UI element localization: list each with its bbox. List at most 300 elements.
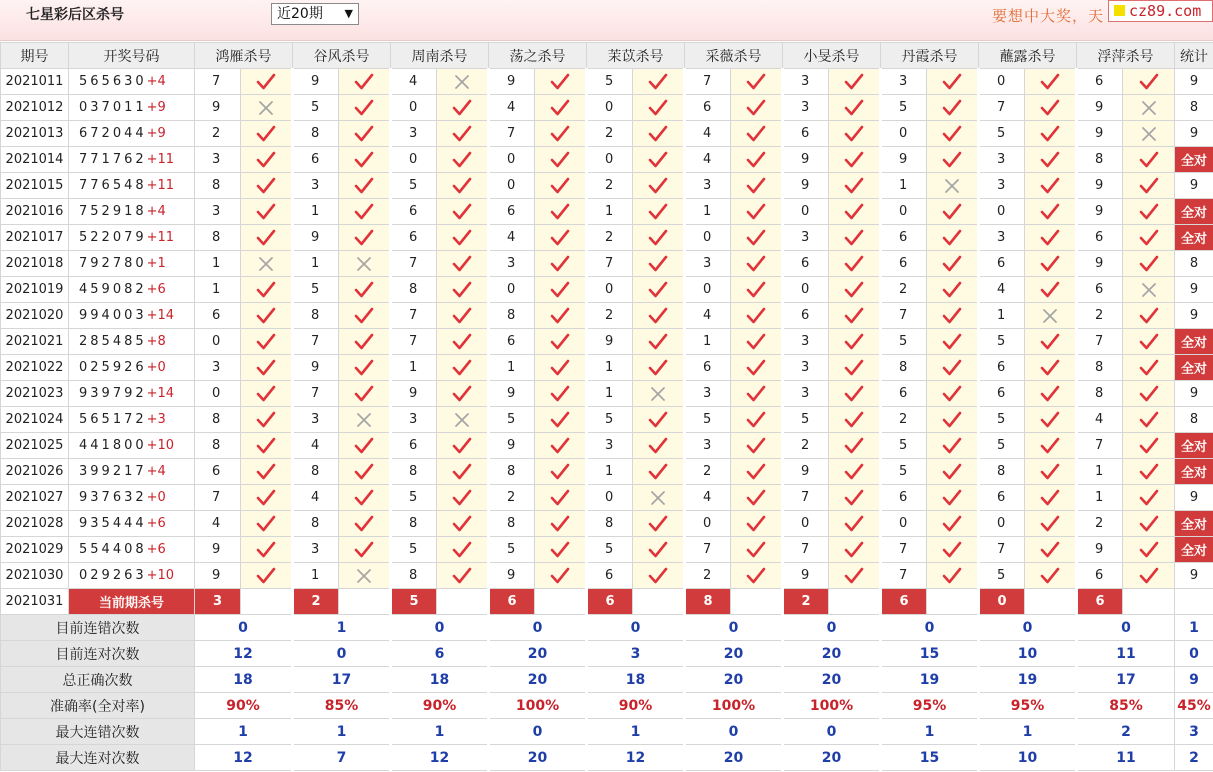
kill-number-cell: 7 <box>783 485 829 511</box>
check-icon <box>829 277 881 303</box>
hit-count-cell: 9 <box>1175 69 1213 95</box>
check-icon <box>927 433 979 459</box>
kill-number-cell: 0 <box>391 95 437 121</box>
cross-icon <box>1123 95 1175 121</box>
cross-icon <box>1123 277 1175 303</box>
stat-total-value: 45% <box>1175 693 1213 719</box>
cross-icon <box>241 95 293 121</box>
kill-number-cell: 0 <box>783 199 829 225</box>
draw-extra: +4 <box>146 204 166 219</box>
check-icon <box>339 225 391 251</box>
check-icon <box>241 303 293 329</box>
all-correct-badge: 全对 <box>1175 225 1213 251</box>
table-row <box>1 485 1213 511</box>
column-header: 周南杀号 <box>391 43 489 69</box>
check-icon <box>339 277 391 303</box>
kill-number-cell: 1 <box>685 329 731 355</box>
kill-number-cell: 9 <box>783 459 829 485</box>
kill-number-cell: 9 <box>391 381 437 407</box>
kill-number-cell: 8 <box>293 303 339 329</box>
check-icon <box>927 303 979 329</box>
stat-value: 0 <box>391 615 489 641</box>
check-icon <box>927 277 979 303</box>
check-icon <box>339 303 391 329</box>
check-icon <box>1025 381 1077 407</box>
kill-number-cell: 9 <box>1077 537 1123 563</box>
check-icon <box>1025 329 1077 355</box>
kill-number-cell: 0 <box>587 277 633 303</box>
check-icon <box>535 329 587 355</box>
kill-number-cell: 0 <box>391 147 437 173</box>
stat-value: 12 <box>195 745 293 771</box>
check-icon <box>731 511 783 537</box>
check-icon <box>535 407 587 433</box>
draw-extra: +14 <box>146 386 175 401</box>
check-icon <box>535 225 587 251</box>
all-correct-badge: 全对 <box>1175 511 1213 537</box>
check-icon <box>241 199 293 225</box>
check-icon <box>1123 485 1175 511</box>
check-icon <box>829 147 881 173</box>
kill-number-cell: 6 <box>881 381 927 407</box>
kill-number-cell: 4 <box>195 511 241 537</box>
draw-digits: 459082 <box>79 282 147 297</box>
check-icon <box>437 147 489 173</box>
kill-number-cell: 0 <box>489 147 535 173</box>
check-icon <box>633 303 685 329</box>
kill-number-table <box>0 42 1213 771</box>
current-kill-number: 6 <box>881 589 927 615</box>
check-icon <box>731 199 783 225</box>
check-icon <box>241 277 293 303</box>
kill-number-cell: 0 <box>685 277 731 303</box>
kill-number-cell: 8 <box>391 459 437 485</box>
stat-value: 20 <box>489 667 587 693</box>
stat-value: 85% <box>293 693 391 719</box>
table-row <box>1 173 1213 199</box>
kill-number-cell: 5 <box>979 121 1025 147</box>
stat-value: 20 <box>685 667 783 693</box>
kill-number-cell: 1 <box>587 459 633 485</box>
check-icon <box>829 225 881 251</box>
kill-number-cell: 7 <box>195 69 241 95</box>
column-header: 小旻杀号 <box>783 43 881 69</box>
kill-number-cell: 8 <box>1077 355 1123 381</box>
blank-cell <box>339 589 391 615</box>
check-icon <box>633 511 685 537</box>
blank-cell <box>535 589 587 615</box>
check-icon <box>339 69 391 95</box>
check-icon <box>437 511 489 537</box>
blank-cell <box>241 589 293 615</box>
check-icon <box>1025 277 1077 303</box>
stat-value: 20 <box>685 641 783 667</box>
draw-number-cell <box>69 537 195 563</box>
period-cell: 2021017 <box>1 225 69 251</box>
current-kill-number: 6 <box>587 589 633 615</box>
check-icon <box>339 537 391 563</box>
column-header: 采薇杀号 <box>685 43 783 69</box>
draw-extra: +3 <box>146 412 166 427</box>
hit-count-cell: 8 <box>1175 95 1213 121</box>
kill-number-cell: 3 <box>685 381 731 407</box>
draw-digits: 399217 <box>79 464 147 479</box>
check-icon <box>829 199 881 225</box>
draw-number-cell <box>69 407 195 433</box>
check-icon <box>633 537 685 563</box>
hit-count-cell: 9 <box>1175 121 1213 147</box>
check-icon <box>927 563 979 589</box>
kill-number-cell: 6 <box>979 251 1025 277</box>
kill-number-cell: 6 <box>783 121 829 147</box>
kill-number-cell: 0 <box>685 225 731 251</box>
kill-number-cell: 8 <box>1077 381 1123 407</box>
blank-cell <box>1175 589 1213 615</box>
kill-number-cell: 6 <box>391 199 437 225</box>
kill-number-cell: 1 <box>293 251 339 277</box>
current-kill-number: 0 <box>979 589 1025 615</box>
check-icon <box>535 537 587 563</box>
check-icon <box>535 381 587 407</box>
hit-count-cell: 8 <box>1175 407 1213 433</box>
blank-cell <box>633 589 685 615</box>
stat-value: 0 <box>1077 615 1175 641</box>
draw-number-cell <box>69 251 195 277</box>
table-row <box>1 303 1213 329</box>
check-icon <box>339 511 391 537</box>
draw-number-cell <box>69 459 195 485</box>
kill-number-cell: 5 <box>391 485 437 511</box>
all-correct-badge: 全对 <box>1175 433 1213 459</box>
check-icon <box>829 355 881 381</box>
kill-number-cell: 8 <box>195 225 241 251</box>
stat-value: 1 <box>195 719 293 745</box>
kill-number-cell: 7 <box>391 303 437 329</box>
check-icon <box>927 355 979 381</box>
kill-number-cell: 9 <box>195 537 241 563</box>
check-icon <box>339 173 391 199</box>
kill-number-cell: 8 <box>881 355 927 381</box>
column-header: 浮萍杀号 <box>1077 43 1175 69</box>
draw-extra: +6 <box>146 516 166 531</box>
current-kill-label: 当前期杀号 <box>69 589 195 615</box>
stat-value: 12 <box>587 745 685 771</box>
kill-number-cell: 8 <box>489 459 535 485</box>
check-icon <box>339 459 391 485</box>
check-icon <box>1123 537 1175 563</box>
check-icon <box>1025 225 1077 251</box>
draw-digits: 792780 <box>79 256 147 271</box>
kill-number-cell: 4 <box>685 303 731 329</box>
kill-number-cell: 5 <box>587 69 633 95</box>
check-icon <box>1123 199 1175 225</box>
site-logo[interactable] <box>1108 0 1213 22</box>
period-cell: 2021028 <box>1 511 69 537</box>
kill-number-cell: 0 <box>195 381 241 407</box>
stat-value: 19 <box>881 667 979 693</box>
hit-count-cell: 9 <box>1175 563 1213 589</box>
stat-value: 0 <box>293 641 391 667</box>
kill-number-cell: 7 <box>1077 433 1123 459</box>
column-header: 荡之杀号 <box>489 43 587 69</box>
kill-number-cell: 8 <box>391 563 437 589</box>
kill-number-cell: 9 <box>783 147 829 173</box>
stat-value: 100% <box>783 693 881 719</box>
check-icon <box>1123 459 1175 485</box>
kill-number-cell: 6 <box>685 355 731 381</box>
period-cell: 2021015 <box>1 173 69 199</box>
kill-number-cell: 2 <box>1077 303 1123 329</box>
check-icon <box>731 251 783 277</box>
check-icon <box>437 381 489 407</box>
kill-number-cell: 2 <box>587 121 633 147</box>
kill-number-cell: 3 <box>293 407 339 433</box>
check-icon <box>1025 355 1077 381</box>
check-icon <box>1025 199 1077 225</box>
draw-number-cell <box>69 563 195 589</box>
kill-number-cell: 3 <box>489 251 535 277</box>
kill-number-cell: 6 <box>587 563 633 589</box>
table-header-row <box>1 43 1213 69</box>
draw-digits: 565630 <box>79 74 147 89</box>
check-icon <box>731 225 783 251</box>
check-icon <box>927 69 979 95</box>
kill-number-cell: 5 <box>979 563 1025 589</box>
kill-number-cell: 8 <box>195 407 241 433</box>
kill-number-cell: 6 <box>195 459 241 485</box>
stat-value: 90% <box>391 693 489 719</box>
check-icon <box>633 173 685 199</box>
kill-number-cell: 3 <box>293 173 339 199</box>
hit-count-cell: 9 <box>1175 381 1213 407</box>
dropdown-arrow-icon: ▼ <box>344 7 353 20</box>
blank-cell <box>1025 589 1077 615</box>
stat-total-value: 9 <box>1175 667 1213 693</box>
check-icon <box>633 121 685 147</box>
check-icon <box>535 485 587 511</box>
stat-value: 12 <box>195 641 293 667</box>
cross-icon <box>1025 303 1077 329</box>
check-icon <box>241 225 293 251</box>
check-icon <box>535 199 587 225</box>
draw-extra: +6 <box>146 542 166 557</box>
current-kill-number: 2 <box>783 589 829 615</box>
draw-extra: +8 <box>146 334 166 349</box>
blank-cell <box>829 589 881 615</box>
check-icon <box>1123 355 1175 381</box>
check-icon <box>731 563 783 589</box>
blank-cell <box>437 589 489 615</box>
kill-number-cell: 9 <box>293 225 339 251</box>
check-icon <box>339 329 391 355</box>
kill-number-cell: 8 <box>979 459 1025 485</box>
kill-number-cell: 9 <box>293 69 339 95</box>
stat-value: 6 <box>391 641 489 667</box>
kill-number-cell: 5 <box>881 459 927 485</box>
kill-number-cell: 5 <box>881 329 927 355</box>
kill-number-cell: 2 <box>685 563 731 589</box>
kill-number-cell: 6 <box>1077 277 1123 303</box>
table-row <box>1 69 1213 95</box>
check-icon <box>731 69 783 95</box>
table-row <box>1 537 1213 563</box>
draw-extra: +11 <box>146 178 175 193</box>
check-icon <box>829 537 881 563</box>
draw-extra: +4 <box>146 74 166 89</box>
kill-number-cell: 8 <box>195 173 241 199</box>
kill-number-cell: 3 <box>783 225 829 251</box>
check-icon <box>829 563 881 589</box>
draw-extra: +10 <box>146 568 175 583</box>
check-icon <box>633 407 685 433</box>
check-icon <box>829 121 881 147</box>
cross-icon <box>633 485 685 511</box>
hit-count-cell: 9 <box>1175 277 1213 303</box>
check-icon <box>437 355 489 381</box>
kill-number-cell: 5 <box>489 537 535 563</box>
stat-value: 20 <box>783 667 881 693</box>
draw-number-cell <box>69 433 195 459</box>
stat-value: 10 <box>979 641 1077 667</box>
check-icon <box>1123 225 1175 251</box>
draw-extra: +1 <box>146 256 166 271</box>
period-cell: 2021027 <box>1 485 69 511</box>
check-icon <box>731 485 783 511</box>
check-icon <box>927 121 979 147</box>
check-icon <box>1025 511 1077 537</box>
check-icon <box>1025 407 1077 433</box>
stat-total-value: 3 <box>1175 719 1213 745</box>
table-row <box>1 251 1213 277</box>
stat-value: 0 <box>685 719 783 745</box>
period-cell: 2021014 <box>1 147 69 173</box>
draw-extra: +4 <box>146 464 166 479</box>
current-kill-number: 3 <box>195 589 241 615</box>
kill-number-cell: 5 <box>881 95 927 121</box>
draw-digits: 672044 <box>79 126 147 141</box>
stat-row <box>1 615 1213 641</box>
draw-digits: 771762 <box>79 152 147 167</box>
table-row <box>1 563 1213 589</box>
check-icon <box>633 147 685 173</box>
kill-number-cell: 3 <box>195 355 241 381</box>
check-icon <box>927 147 979 173</box>
kill-number-cell: 5 <box>391 173 437 199</box>
stat-value: 0 <box>489 719 587 745</box>
kill-number-cell: 7 <box>391 329 437 355</box>
check-icon <box>1123 407 1175 433</box>
kill-number-cell: 6 <box>979 381 1025 407</box>
stat-value: 15 <box>881 745 979 771</box>
kill-number-cell: 6 <box>391 433 437 459</box>
period-cell: 2021030 <box>1 563 69 589</box>
kill-number-cell: 5 <box>881 433 927 459</box>
kill-number-cell: 6 <box>881 225 927 251</box>
cross-icon <box>339 407 391 433</box>
kill-number-cell: 0 <box>195 329 241 355</box>
kill-number-cell: 3 <box>195 147 241 173</box>
draw-number-cell <box>69 121 195 147</box>
stat-value: 12 <box>391 745 489 771</box>
column-header: 统计 <box>1175 43 1213 69</box>
column-header: 谷风杀号 <box>293 43 391 69</box>
kill-number-cell: 6 <box>881 251 927 277</box>
draw-digits: 994003 <box>79 308 147 323</box>
stat-value: 11 <box>1077 745 1175 771</box>
table-row <box>1 199 1213 225</box>
check-icon <box>1123 173 1175 199</box>
stat-total-value: 2 <box>1175 745 1213 771</box>
period-range-select[interactable] <box>271 3 359 25</box>
kill-number-cell: 5 <box>293 95 339 121</box>
kill-number-cell: 9 <box>293 355 339 381</box>
check-icon <box>633 459 685 485</box>
draw-number-cell <box>69 277 195 303</box>
kill-number-cell: 9 <box>587 329 633 355</box>
check-icon <box>1123 563 1175 589</box>
all-correct-badge: 全对 <box>1175 537 1213 563</box>
current-kill-number: 6 <box>489 589 535 615</box>
kill-number-cell: 1 <box>293 563 339 589</box>
kill-number-cell: 1 <box>489 355 535 381</box>
check-icon <box>535 563 587 589</box>
kill-number-cell: 4 <box>685 485 731 511</box>
check-icon <box>731 355 783 381</box>
check-icon <box>829 433 881 459</box>
check-icon <box>731 329 783 355</box>
stat-value: 11 <box>1077 641 1175 667</box>
draw-digits: 025926 <box>79 360 147 375</box>
draw-digits: 939792 <box>79 386 147 401</box>
kill-number-cell: 9 <box>783 173 829 199</box>
kill-number-cell: 5 <box>587 407 633 433</box>
draw-digits: 441800 <box>79 438 147 453</box>
period-cell: 2021022 <box>1 355 69 381</box>
logo-square-icon <box>1114 5 1125 16</box>
period-cell: 2021024 <box>1 407 69 433</box>
kill-number-cell: 7 <box>979 95 1025 121</box>
kill-number-cell: 2 <box>685 459 731 485</box>
blank-cell <box>1123 589 1175 615</box>
check-icon <box>829 407 881 433</box>
check-icon <box>829 485 881 511</box>
stat-value: 0 <box>783 719 881 745</box>
kill-number-cell: 6 <box>489 199 535 225</box>
draw-extra: +9 <box>146 126 166 141</box>
stat-row <box>1 719 1213 745</box>
current-kill-number: 5 <box>391 589 437 615</box>
check-icon <box>339 121 391 147</box>
check-icon <box>927 459 979 485</box>
kill-number-cell: 3 <box>685 251 731 277</box>
check-icon <box>829 329 881 355</box>
draw-extra: +0 <box>146 360 166 375</box>
check-icon <box>437 563 489 589</box>
all-correct-badge: 全对 <box>1175 147 1213 173</box>
check-icon <box>535 95 587 121</box>
draw-digits: 029263 <box>79 568 147 583</box>
check-icon <box>633 69 685 95</box>
kill-number-cell: 3 <box>685 433 731 459</box>
kill-number-cell: 6 <box>783 303 829 329</box>
check-icon <box>1123 251 1175 277</box>
table-row <box>1 459 1213 485</box>
kill-number-cell: 3 <box>783 381 829 407</box>
check-icon <box>241 147 293 173</box>
draw-number-cell <box>69 95 195 121</box>
check-icon <box>829 459 881 485</box>
stat-value: 2 <box>1077 719 1175 745</box>
